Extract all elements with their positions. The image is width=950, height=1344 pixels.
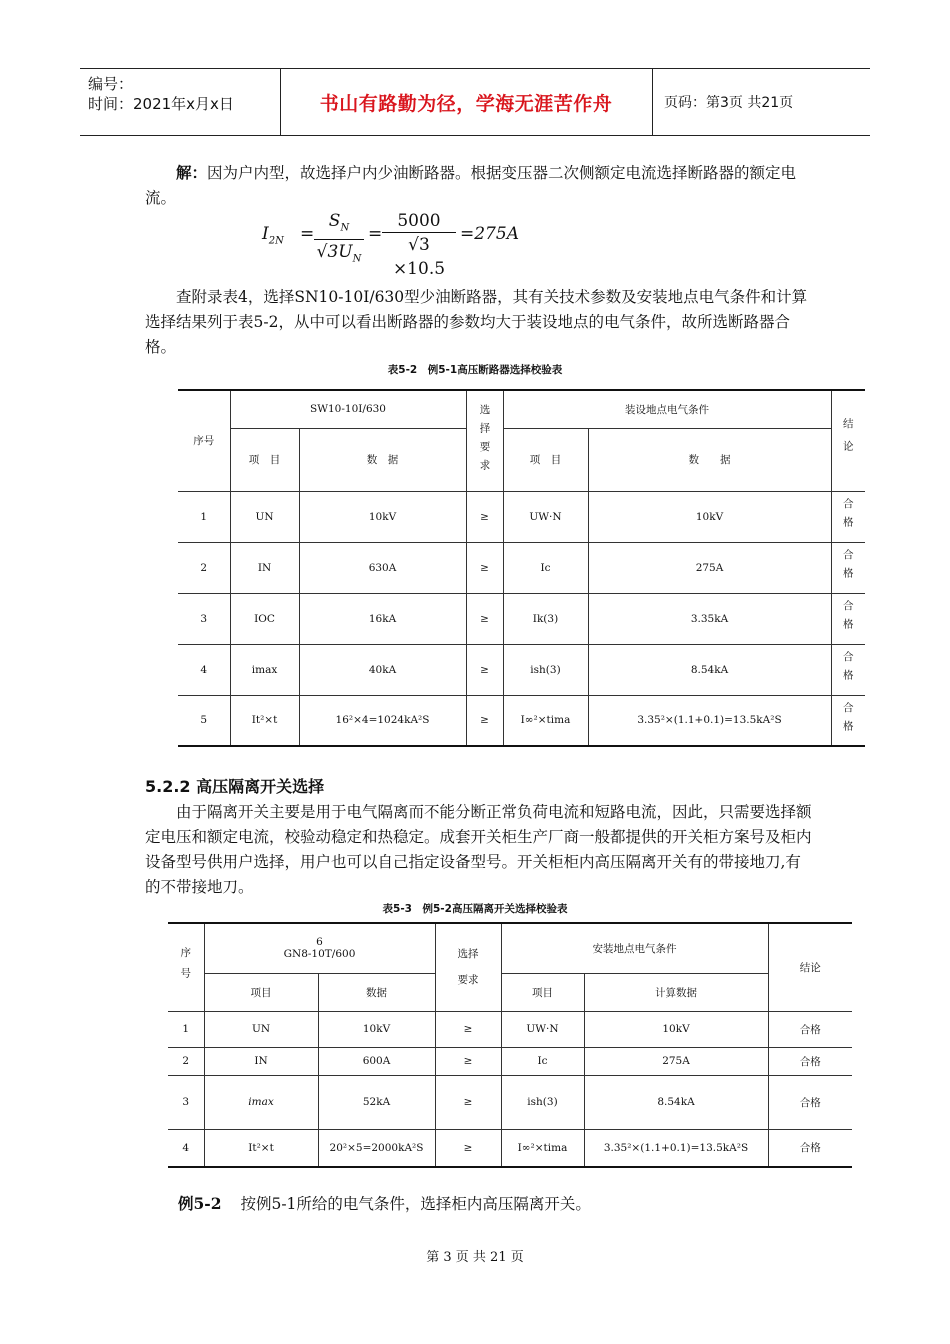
solution-text: 因为户内型，故选择户内少油断路器。根据变压器二次侧额定电流选择断路器的额定电流。 bbox=[145, 164, 797, 207]
table-row: 4 It²×t 20²×5=2000kA²S ≥ I∞²×tima 3.35²×(1.1+0.1)=13.5kA²S 合格 bbox=[168, 1129, 852, 1167]
t2-head-result: 结论 bbox=[768, 923, 852, 1011]
table-row: 5 It²×t 16²×4=1024kA²S ≥ I∞²×tima 3.35²×(1.1+0.1)=13.5kA²S 合格 bbox=[178, 695, 865, 746]
solution-paragraph bbox=[145, 160, 813, 211]
formula-lhs: $I_{2N}$ bbox=[262, 224, 284, 247]
table-row: 2 IN 600A ≥ Ic 275A 合格 bbox=[168, 1047, 852, 1075]
table-row: 2 IN 630A ≥ Ic 275A 合格 bbox=[178, 542, 865, 593]
paragraph-2: 查附录表4，选择SN10-10I/630型少油断路器，其有关技术参数及安装地点电气条件和计算选择结果列于表5-2，从中可以看出断路器的参数均大于装设地点的电气条件，故所选断路器合格。 bbox=[145, 288, 808, 356]
page-footer: 第 3 页 共 21 页 bbox=[426, 1250, 524, 1265]
t1-head-require: 选择要求 bbox=[466, 390, 503, 491]
t2-head-data: 数据 bbox=[318, 973, 435, 1011]
isolator-table bbox=[168, 922, 852, 1168]
solution-label: 解： bbox=[176, 163, 208, 182]
t2-head-site-item: 项目 bbox=[501, 973, 584, 1011]
page-header bbox=[80, 68, 870, 136]
table1-caption: 表5-2 例5-1高压断路器选择校验表 bbox=[387, 364, 563, 376]
page-code: 页码：第3页 共21页 bbox=[664, 95, 794, 111]
t2-head-require: 选择要求 bbox=[435, 923, 501, 1011]
t2-head-model: 6 GN8-10T/600 bbox=[204, 923, 435, 973]
formula-fraction-2: 5000 √3 ×10.5 bbox=[382, 210, 456, 281]
t1-head-seq: 序号 bbox=[178, 390, 230, 491]
breaker-table bbox=[178, 389, 865, 747]
t1-head-model: SW10-10I/630 bbox=[230, 390, 466, 428]
example-text: 按例5-1所给的电气条件，选择柜内高压隔离开关。 bbox=[240, 1195, 591, 1213]
formula-fraction-1: $S_N$ $√3U_N$ bbox=[314, 210, 364, 272]
t1-head-site-item: 项 目 bbox=[503, 428, 588, 491]
t2-head-site: 安装地点电气条件 bbox=[501, 923, 768, 973]
t1-head-site-data: 数 据 bbox=[588, 428, 831, 491]
example-line bbox=[178, 1192, 591, 1214]
example-label: 例5-2 bbox=[178, 1194, 222, 1213]
number-label: 编号： bbox=[88, 75, 134, 93]
motto: 书山有路勤为径，学海无涯苦作舟 bbox=[319, 92, 613, 115]
t1-head-item: 项 目 bbox=[230, 428, 299, 491]
section-paragraph: 由于隔离开关主要是用于电气隔离而不能分断正常负荷电流和短路电流，因此，只需要选择额定电压和额定电流，校验动稳定和热稳定。成套开关柜生产厂商一般都提供的开关柜方案号及柜内设备型号供用户选择，用户也可以自己指定设备型号。开关柜柜内高压隔离开关有的带接地刀,有的不带接地刀。 bbox=[145, 803, 812, 896]
table-row: 1 UN 10kV ≥ UW·N 10kV 合格 bbox=[168, 1011, 852, 1047]
header-motto-cell bbox=[280, 69, 653, 135]
t1-head-result: 结论 bbox=[831, 390, 865, 491]
time-label: 时间：2021年x月x日 bbox=[88, 95, 234, 113]
table-row: 3 IOC 16kA ≥ Ik(3) 3.35kA 合格 bbox=[178, 593, 865, 644]
current-formula: $I_{2N}$ = $S_N$ $√3U_N$ = 5000 √3 ×10.5 =275A bbox=[262, 211, 519, 279]
header-meta bbox=[80, 69, 281, 135]
table2-caption: 表5-3 例5-2高压隔离开关选择校验表 bbox=[382, 903, 568, 915]
section-title: 5.2.2 高压隔离开关选择 bbox=[145, 777, 325, 796]
table-row: 1 UN 10kV ≥ UW·N 10kV 合格 bbox=[178, 491, 865, 542]
header-page-cell bbox=[652, 69, 870, 135]
t2-head-item: 项目 bbox=[204, 973, 318, 1011]
table-row: 3 imax 52kA ≥ ish(3) 8.54kA 合格 bbox=[168, 1075, 852, 1129]
t2-head-seq: 序号 bbox=[168, 923, 204, 1011]
table-row: 4 imax 40kA ≥ ish(3) 8.54kA 合格 bbox=[178, 644, 865, 695]
t1-head-site: 装设地点电气条件 bbox=[503, 390, 831, 428]
t1-head-data: 数 据 bbox=[299, 428, 466, 491]
t2-head-site-data: 计算数据 bbox=[584, 973, 768, 1011]
formula-result: =275A bbox=[460, 224, 519, 244]
